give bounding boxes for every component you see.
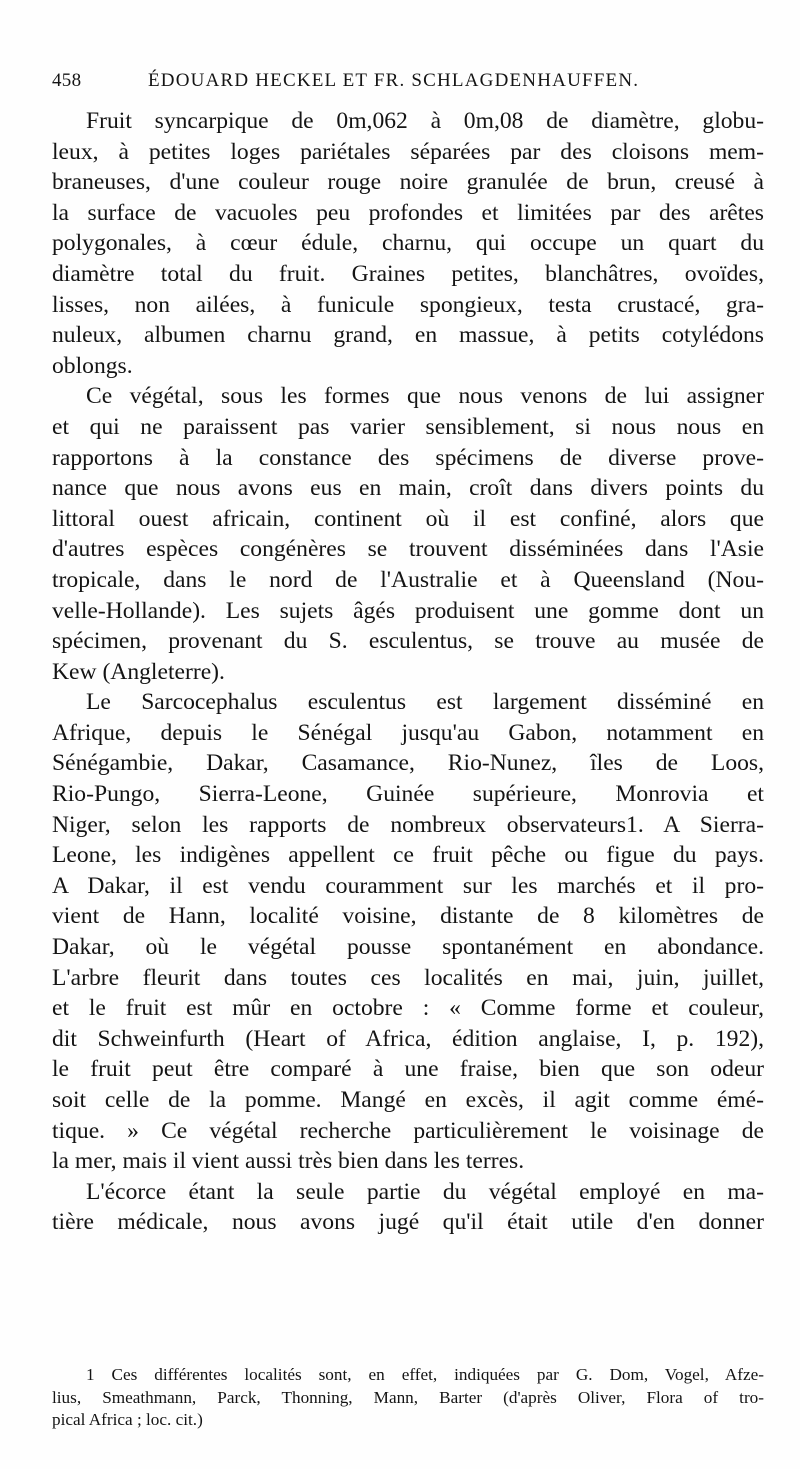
body-text — [52, 106, 764, 1238]
text-line: Rio-Pungo, Sierra-Leone, Guinée supérieure, Monrovia et — [52, 781, 764, 808]
text-line: le fruit peut être comparé à une fraise, bien que son odeur — [52, 1056, 764, 1083]
text-line: Ce végétal, sous les formes que nous venons de lui assigner — [86, 383, 764, 410]
text-line: L'écorce étant la seule partie du végétal employé en ma- — [86, 1178, 764, 1205]
footnote-line: 1 Ces différentes localités sont, en effet, indiquées par G. Dom, Vogel, Afze- — [86, 1365, 764, 1384]
text-line: vient de Hann, localité voisine, distante de 8 kilomètres de — [52, 903, 764, 930]
page-number: 458 — [52, 70, 82, 91]
text-line: polygonales, à cœur édule, charnu, qui occupe un quart du — [52, 230, 764, 257]
text-line: nuleux, albumen charnu grand, en massue, à petits cotylédons — [52, 322, 764, 349]
text-line: et qui ne paraissent pas varier sensiblement, si nous nous en — [52, 413, 764, 440]
text-line: spécimen, provenant du S. esculentus, se trouve au musée de — [52, 628, 764, 655]
footnote-line: lius, Smeathmann, Parck, Thonning, Mann, Barter (d'après Oliver, Flora of tro- — [52, 1387, 764, 1407]
text-line: A Dakar, il est vendu couramment sur les marchés et il pro- — [52, 872, 764, 899]
text-line: d'autres espèces congénères se trouvent disséminées dans l'Asie — [52, 536, 764, 563]
text-line: leux, à petites loges pariétales séparées par des cloisons mem- — [52, 138, 764, 165]
paragraph-sarcocephalus — [52, 687, 764, 1177]
running-title: ÉDOUARD HECKEL ET FR. SCHLAGDENHAUFFEN. — [148, 70, 640, 91]
text-line: oblongs. — [52, 352, 133, 379]
text-line: dit Schweinfurth (Heart of Africa, édition anglaise, I, p. 192), — [52, 1025, 764, 1052]
text-line: rapportons à la constance des spécimens de diverse prove- — [52, 444, 764, 471]
text-line: velle-Hollande). Les sujets âgés produisent une gomme dont un — [52, 597, 764, 624]
footnote-line: pical Africa ; loc. cit.) — [52, 1410, 203, 1429]
text-line: et le fruit est mûr en octobre : « Comme forme et couleur, — [52, 995, 764, 1022]
text-line: tropicale, dans le nord de l'Australie et à Queensland (Nou- — [52, 566, 764, 593]
paragraph-fruit-description — [52, 106, 764, 381]
paragraph-distribution — [52, 381, 764, 687]
text-line: Fruit syncarpique de 0m,062 à 0m,08 de diamètre, globu- — [86, 108, 764, 134]
text-line: lisses, non ailées, à funicule spongieux, testa crustacé, gra- — [52, 291, 764, 318]
paragraph-bark — [52, 1177, 764, 1238]
text-line: Afrique, depuis le Sénégal jusqu'au Gabon, notamment en — [52, 719, 764, 746]
text-line: braneuses, d'une couleur rouge noire granulée de brun, creusé à — [52, 169, 764, 196]
text-line: tière médicale, nous avons jugé qu'il était utile d'en donner — [52, 1209, 764, 1236]
running-header — [52, 66, 764, 96]
text-line: nance que nous avons eus en main, croît dans divers points du — [52, 475, 764, 502]
text-line: la surface de vacuoles peu profondes et limitées par des arêtes — [52, 199, 764, 226]
text-line: L'arbre fleurit dans toutes ces localités en mai, juin, juillet, — [52, 964, 764, 991]
footnote — [52, 1364, 764, 1432]
text-line: littoral ouest africain, continent où il est confiné, alors que — [52, 505, 764, 532]
text-line: diamètre total du fruit. Graines petites, blanchâtres, ovoïdes, — [52, 260, 764, 287]
text-line: Le Sarcocephalus esculentus est largement disséminé en — [86, 689, 764, 716]
text-line: soit celle de la pomme. Mangé en excès, il agit comme émé- — [52, 1087, 764, 1113]
text-line: Kew (Angleterre). — [52, 658, 225, 685]
text-line: tique. » Ce végétal recherche particulièrement le voisinage de — [52, 1117, 764, 1144]
text-line: Niger, selon les rapports de nombreux observateurs1. A Sierra- — [52, 811, 764, 838]
text-line: la mer, mais il vient aussi très bien dans les terres. — [52, 1148, 525, 1175]
text-line: Sénégambie, Dakar, Casamance, Rio-Nunez, îles de Loos, — [52, 750, 764, 777]
text-line: Dakar, où le végétal pousse spontanément en abondance. — [52, 934, 764, 961]
text-line: Leone, les indigènes appellent ce fruit pêche ou figue du pays. — [52, 842, 764, 869]
